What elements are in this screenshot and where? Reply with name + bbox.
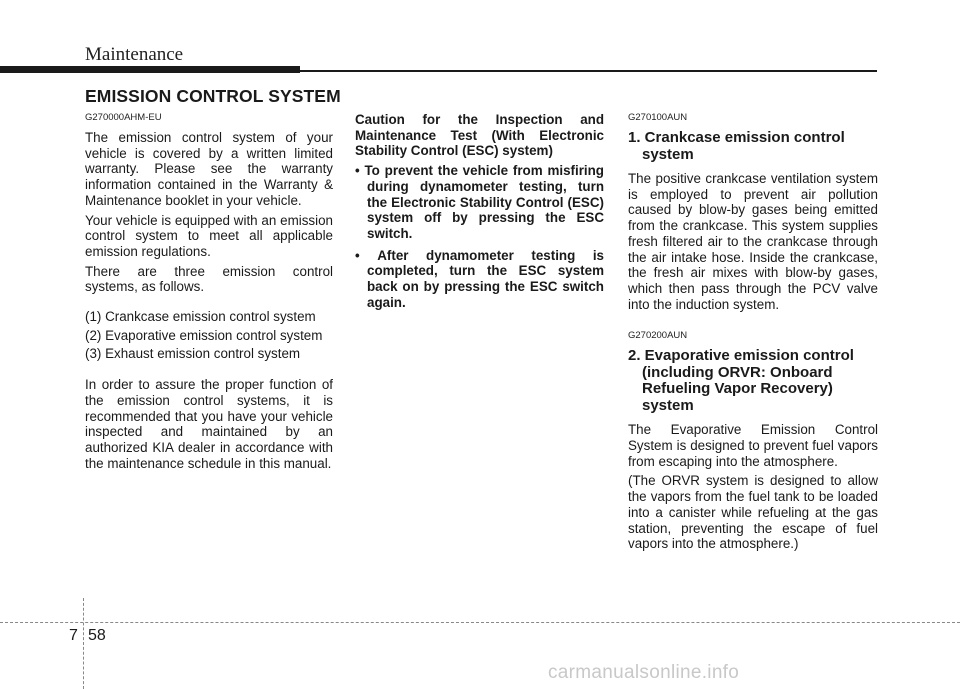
caution-title: Caution for the Inspection and Maintenance Test (With Electronic Stability Control (ESC) system): [355, 112, 604, 159]
paragraph: Your vehicle is equipped with an emission control system to meet all applicable emission regulations.: [85, 212, 333, 259]
page-number: 58: [88, 627, 106, 644]
list-item: (2) Evaporative emission control system: [85, 327, 323, 343]
chapter-number: 7: [69, 627, 78, 644]
paragraph: In order to assure the proper function of the emission control systems, it is recommended that you have your vehicle inspected and maintained by an authorized KIA dealer in accordance with the maintenance schedule in this manual.: [85, 377, 333, 471]
header-rule-thick: [0, 66, 300, 73]
paragraph: The emission control system of your vehicle is covered by a written limited warranty. Please see the warranty information contained in the Warranty & Maintenance booklet in your vehicle.: [85, 130, 333, 208]
subsection-title: 2. Evaporative emission control (including ORVR: Onboard Refueling Vapor Recovery) system: [628, 347, 854, 414]
footer-divider: [83, 598, 84, 689]
column-right: [628, 112, 878, 556]
bullet-text: To prevent the vehicle from misfiring during dynamometer testing, turn the Electronic Stability Control (ESC) system off by pressing the ESC switch.: [364, 163, 604, 241]
list-item: (3) Exhaust emission control system: [85, 346, 301, 362]
column-middle: [355, 112, 604, 316]
list-item: (1) Crankcase emission control system: [85, 309, 316, 325]
bullet-item: • To prevent the vehicle from misfiring during dynamometer testing, turn the Electronic Stability Control (ESC) system off by pressing the ESC switch.: [355, 163, 604, 241]
footer-rule: [0, 622, 960, 623]
paragraph: The positive crankcase ventilation system is employed to prevent air pollution caused by blow-by gases being emitted from the crankcase. This system supplies fresh filtered air to the crankcase through the air intake hose. Inside the crankcase, the fresh air mixes with blow-by gases, which then pass through the PCV valve into the induction system.: [628, 171, 878, 312]
header-rule-thin: [300, 70, 877, 72]
bullet-text: After dynamometer testing is completed, turn the ESC system back on by pressing the ESC switch again.: [367, 247, 604, 310]
column-left: [85, 112, 333, 475]
reference-code: G270000AHM-EU: [85, 112, 162, 123]
reference-code: G270200AUN: [628, 330, 688, 342]
paragraph: (The ORVR system is designed to allow the vapors from the fuel tank to be loaded into a canister while refueling at the gas station, preventing the escape of fuel vapors into the atmosphere.): [628, 473, 878, 552]
paragraph: The Evaporative Emission Control System is designed to prevent fuel vapors from escaping into the atmosphere.: [628, 422, 878, 469]
watermark: carmanualsonline.info: [548, 662, 740, 683]
reference-code: G270100AUN: [628, 112, 688, 123]
paragraph: There are three emission control systems, as follows.: [85, 263, 333, 295]
subsection-title: 1. Crankcase emission control system: [628, 129, 845, 163]
page-header-title: Maintenance: [85, 44, 184, 65]
section-title: EMISSION CONTROL SYSTEM: [85, 86, 341, 106]
bullet-item: • After dynamometer testing is completed, turn the ESC system back on by pressing the ESC switch again.: [355, 247, 604, 310]
